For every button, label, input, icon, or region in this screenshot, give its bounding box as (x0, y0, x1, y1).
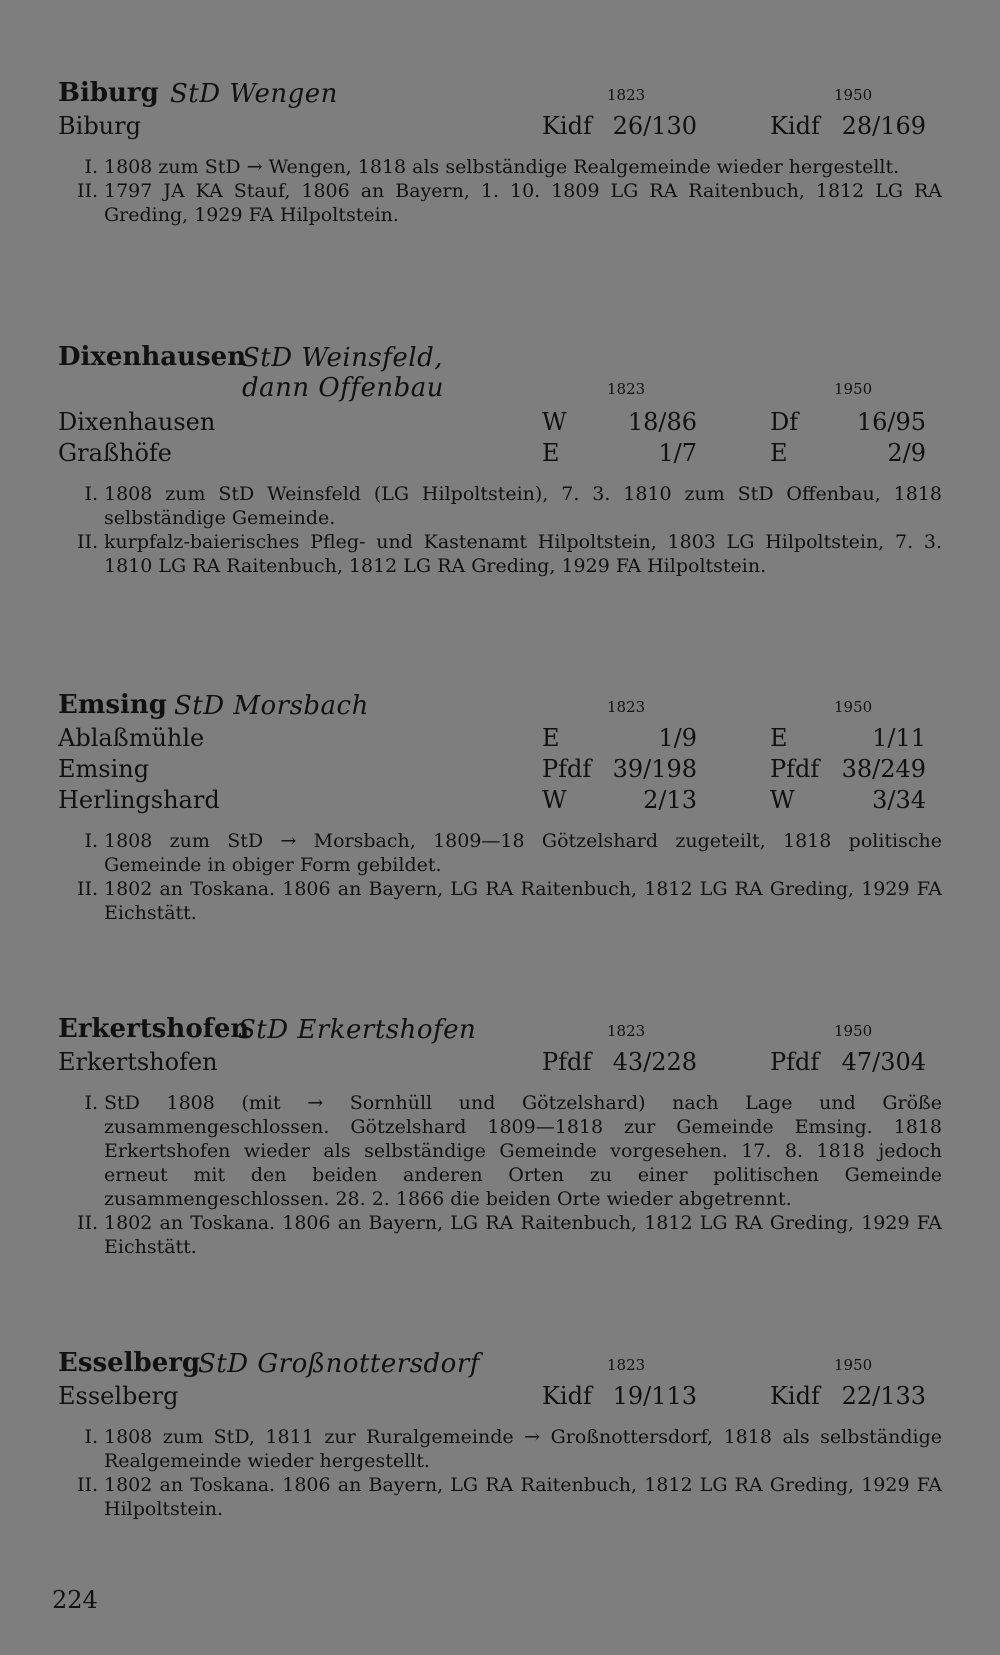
notes (52, 482, 942, 578)
value-1823: 43/228 (612, 1048, 697, 1076)
note-2 (52, 1473, 942, 1521)
note-text: 1802 an Toskana. 1806 an Bayern, LG RA Raitenbuch, 1812 LG RA Greding, 1929 FA Hilpoltstein. (104, 1474, 942, 1520)
type-1823: W (542, 408, 567, 436)
note-number: II. (76, 531, 98, 553)
municipality-name: Emsing (58, 690, 167, 720)
value-1823: 19/113 (612, 1382, 697, 1410)
note-number: I. (84, 1426, 98, 1448)
note-text: 1808 zum StD → Morsbach, 1809—18 Götzelshard zugeteilt, 1818 politische Gemeinde in obiger Form gebildet. (104, 830, 942, 876)
place-row (52, 1048, 942, 1079)
municipality-name: Dixenhausen (58, 342, 247, 372)
year-1950: 1950 (834, 1356, 873, 1374)
type-1823: W (542, 786, 567, 814)
notes (52, 1425, 942, 1521)
municipality-name: Esselberg (58, 1348, 201, 1378)
type-1950: Pfdf (770, 1048, 820, 1076)
type-1823: Pfdf (542, 1048, 592, 1076)
note-2 (52, 1211, 942, 1259)
value-1823: 39/198 (612, 755, 697, 783)
place-row (52, 755, 942, 786)
note-text: StD 1808 (mit → Sornhüll und Götzelshard) nach Lage und Größe zusammengeschlossen. Götzelshard 1809—1818 zur Gemeinde Emsing. 1818 Erkertshofen wieder als selbständige Gemeinde vorgesehen. 17. 8. 1818 jedoch erneut mit den beiden anderen Orten zu einer politischen Gemeinde zusammengeschlossen. 28. 2. 1866 die beiden Orte wieder abgetrennt. (104, 1092, 942, 1210)
entry-header (52, 690, 942, 724)
note-1 (52, 155, 942, 179)
year-1950: 1950 (834, 86, 873, 104)
steuerdistrikt-later: dann Offenbau (242, 373, 444, 403)
municipality-name: Biburg (58, 78, 159, 108)
type-1823: Kidf (542, 1382, 592, 1410)
year-1950: 1950 (834, 1022, 873, 1040)
entry-emsing (52, 690, 942, 925)
value-1950: 22/133 (841, 1382, 926, 1410)
place-row (52, 1382, 942, 1413)
value-1823: 26/130 (612, 112, 697, 140)
place-row (52, 439, 942, 470)
note-text: 1808 zum StD → Wengen, 1818 als selbständige Realgemeinde wieder hergestellt. (104, 156, 900, 178)
value-1950: 1/11 (872, 724, 926, 752)
steuerdistrikt: StD Großnottersdorf (198, 1349, 480, 1379)
note-text: 1802 an Toskana. 1806 an Bayern, LG RA Raitenbuch, 1812 LG RA Greding, 1929 FA Eichstätt. (104, 1212, 942, 1258)
type-1950: Pfdf (770, 755, 820, 783)
type-1950: Df (770, 408, 799, 436)
place-name: Emsing (58, 755, 150, 783)
entry-header (52, 342, 942, 408)
entry-header (52, 78, 942, 112)
note-1 (52, 482, 942, 530)
note-text: kurpfalz-baierisches Pfleg- und Kastenamt Hilpoltstein, 1803 LG Hilpoltstein, 7. 3. 1810 LG RA Raitenbuch, 1812 LG RA Greding, 1929 FA Hilpoltstein. (104, 531, 942, 577)
type-1950: E (770, 439, 788, 467)
note-2 (52, 179, 942, 227)
note-number: II. (76, 180, 98, 202)
value-1823: 18/86 (627, 408, 697, 436)
year-1823: 1823 (607, 1356, 646, 1374)
value-1950: 16/95 (856, 408, 926, 436)
value-1950: 28/169 (841, 112, 926, 140)
entry-header (52, 1348, 942, 1382)
place-row (52, 408, 942, 439)
place-row (52, 724, 942, 755)
note-number: I. (84, 830, 98, 852)
note-text: 1802 an Toskana. 1806 an Bayern, LG RA Raitenbuch, 1812 LG RA Greding, 1929 FA Eichstätt. (104, 878, 942, 924)
year-1823: 1823 (607, 380, 646, 398)
value-1823: 1/7 (658, 439, 697, 467)
note-text: 1808 zum StD Weinsfeld (LG Hilpoltstein), 7. 3. 1810 zum StD Offenbau, 1818 selbständige Gemeinde. (104, 483, 942, 529)
place-name: Biburg (58, 112, 141, 140)
note-text: 1808 zum StD, 1811 zur Ruralgemeinde → Großnottersdorf, 1818 als selbständige Realgemeinde wieder hergestellt. (104, 1426, 942, 1472)
municipality-name: Erkertshofen (58, 1014, 250, 1044)
year-1823: 1823 (607, 86, 646, 104)
value-1823: 1/9 (658, 724, 697, 752)
entry-header (52, 1014, 942, 1048)
place-name: Ablaßmühle (58, 724, 205, 752)
type-1950: Kidf (770, 1382, 820, 1410)
notes (52, 829, 942, 925)
note-number: II. (76, 1212, 98, 1234)
place-name: Herlingshard (58, 786, 220, 814)
value-1950: 38/249 (841, 755, 926, 783)
note-number: II. (76, 1474, 98, 1496)
note-1 (52, 1091, 942, 1211)
place-row (52, 112, 942, 143)
type-1823: Pfdf (542, 755, 592, 783)
value-1823: 2/13 (643, 786, 697, 814)
note-number: I. (84, 156, 98, 178)
year-1823: 1823 (607, 1022, 646, 1040)
steuerdistrikt: StD Wengen (170, 79, 338, 109)
note-number: I. (84, 483, 98, 505)
place-name: Erkertshofen (58, 1048, 218, 1076)
steuerdistrikt: StD Erkertshofen (238, 1015, 477, 1045)
year-1950: 1950 (834, 380, 873, 398)
notes (52, 1091, 942, 1259)
value-1950: 2/9 (887, 439, 926, 467)
year-1823: 1823 (607, 698, 646, 716)
note-2 (52, 530, 942, 578)
note-number: I. (84, 1092, 98, 1114)
value-1950: 3/34 (872, 786, 926, 814)
type-1950: Kidf (770, 112, 820, 140)
note-1 (52, 1425, 942, 1473)
type-1950: W (770, 786, 795, 814)
year-1950: 1950 (834, 698, 873, 716)
value-1950: 47/304 (841, 1048, 926, 1076)
place-row (52, 786, 942, 817)
entry-erkertshofen (52, 1014, 942, 1259)
place-name: Graßhöfe (58, 439, 172, 467)
place-name: Esselberg (58, 1382, 179, 1410)
type-1950: E (770, 724, 788, 752)
note-text: 1797 JA KA Stauf, 1806 an Bayern, 1. 10. 1809 LG RA Raitenbuch, 1812 LG RA Greding, 1929 FA Hilpoltstein. (104, 180, 942, 226)
note-2 (52, 877, 942, 925)
entry-dixenhausen (52, 342, 942, 578)
type-1823: Kidf (542, 112, 592, 140)
entry-esselberg (52, 1348, 942, 1521)
steuerdistrikt: StD Weinsfeld, (242, 343, 443, 373)
note-1 (52, 829, 942, 877)
type-1823: E (542, 439, 560, 467)
type-1823: E (542, 724, 560, 752)
place-name: Dixenhausen (58, 408, 216, 436)
entry-biburg (52, 78, 942, 227)
steuerdistrikt: StD Morsbach (174, 691, 369, 721)
page-number: 224 (52, 1586, 98, 1614)
note-number: II. (76, 878, 98, 900)
notes (52, 155, 942, 227)
